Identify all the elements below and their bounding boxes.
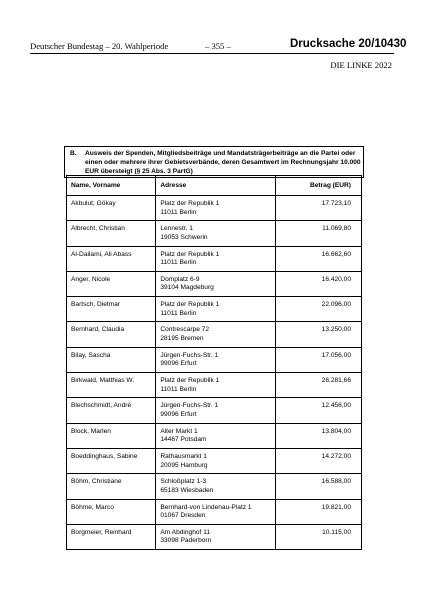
address-street: Bernhard-von Lindenau-Platz 1 xyxy=(160,503,252,511)
donor-name: Albrecht, Christian xyxy=(67,221,156,246)
donor-name: Anger, Nicole xyxy=(67,271,156,296)
donation-amount: 16.662,60 xyxy=(275,246,361,271)
donor-name: Borgmeier, Reinhard xyxy=(67,524,156,549)
donor-address xyxy=(156,474,275,499)
address-street: Platz der Republik 1 xyxy=(160,301,220,309)
donor-address xyxy=(156,423,275,448)
address-city: 65183 Wiesbaden xyxy=(160,486,214,494)
donor-name: Bernhard, Claudia xyxy=(67,322,156,347)
donor-address xyxy=(156,297,275,322)
address-street: Contrescarpe 72 xyxy=(160,326,210,334)
table-row xyxy=(67,297,362,322)
donor-name: Block, Marlen xyxy=(67,423,156,448)
donation-amount: 10.115,00 xyxy=(275,524,361,549)
donor-address xyxy=(156,398,275,423)
table-row xyxy=(67,322,362,347)
table-row xyxy=(67,373,362,398)
column-header-address: Adresse xyxy=(156,176,275,196)
address-street: Platz der Republik 1 xyxy=(160,250,220,258)
address-city: 11011 Berlin xyxy=(160,259,197,267)
donation-amount: 13.804,00 xyxy=(275,423,361,448)
address-city: 11011 Berlin xyxy=(160,208,197,216)
donation-amount: 22.096,00 xyxy=(275,297,361,322)
address-street: Schloßplatz 1-3 xyxy=(160,478,207,486)
donor-name: Al-Dailami, Ali Abass xyxy=(67,246,156,271)
address-city: 28195 Bremen xyxy=(160,335,204,343)
party-year-label: DIE LINKE 2022 xyxy=(330,60,392,70)
donation-amount: 17.723,10 xyxy=(275,196,361,221)
document-series: Deutscher Bundestag – 20. Wahlperiode xyxy=(30,41,169,51)
address-street: Jürgen-Fuchs-Str. 1 xyxy=(160,402,219,410)
donor-name: Akbulut, Gökay xyxy=(67,196,156,221)
donation-amount: 17.056,00 xyxy=(275,347,361,372)
donation-amount: 13.250,00 xyxy=(275,322,361,347)
address-street: Rathausmarkt 1 xyxy=(160,452,207,460)
donor-address xyxy=(156,499,275,524)
donor-address xyxy=(156,271,275,296)
address-street: Lennestr. 1 xyxy=(160,225,193,233)
section-heading-text: Ausweis der Spenden, Mitgliedsbeiträge und Mandatsträgerbeiträge an die Partei oder einen oder mehrere ihrer Gebietsverbände, deren Gesamtwert im Rechnungsjahr 10.000 EUR übersteigt (§ 25 Abs. 3 PartG) xyxy=(85,150,361,175)
table-row xyxy=(67,398,362,423)
donor-name: Bartsch, Dietmar xyxy=(67,297,156,322)
address-city: 11011 Berlin xyxy=(160,385,197,393)
address-city: 39104 Magdeburg xyxy=(160,284,214,292)
donor-address xyxy=(156,448,275,473)
section-heading-box xyxy=(64,146,364,178)
donation-amount: 12.456,00 xyxy=(275,398,361,423)
table-row xyxy=(67,524,362,549)
donor-address xyxy=(156,347,275,372)
table-row xyxy=(67,499,362,524)
address-street: Jürgen-Fuchs-Str. 1 xyxy=(160,351,219,359)
table-header-row xyxy=(67,176,362,196)
donation-amount: 11.069,80 xyxy=(275,221,361,246)
header-rule xyxy=(30,53,394,54)
donor-address xyxy=(156,322,275,347)
donation-amount: 26.281,66 xyxy=(275,373,361,398)
table-row xyxy=(67,474,362,499)
donor-address xyxy=(156,246,275,271)
donor-address xyxy=(156,196,275,221)
address-city: 01067 Dresden xyxy=(160,512,206,520)
donation-amount: 16.420,00 xyxy=(275,271,361,296)
address-city: 19053 Schwerin xyxy=(160,233,208,241)
address-street: Platz der Republik 1 xyxy=(160,377,220,385)
address-city: 20095 Hamburg xyxy=(160,461,208,469)
table-row xyxy=(67,347,362,372)
column-header-name: Name, Vorname xyxy=(67,176,156,196)
donor-name: Bilay, Sascha xyxy=(67,347,156,372)
table-row xyxy=(67,271,362,296)
address-street: Am Abdinghof 11 xyxy=(160,528,211,536)
address-city: 99096 Erfurt xyxy=(160,410,197,418)
address-city: 11011 Berlin xyxy=(160,309,197,317)
table-row xyxy=(67,246,362,271)
donor-name: Böhme, Marco xyxy=(67,499,156,524)
table-row xyxy=(67,423,362,448)
donation-amount: 19.821,00 xyxy=(275,499,361,524)
table-row xyxy=(67,221,362,246)
address-city: 14467 Potsdam xyxy=(160,436,207,444)
donor-address xyxy=(156,221,275,246)
address-city: 33098 Paderborn xyxy=(160,537,212,545)
table-row xyxy=(67,448,362,473)
donor-name: Boeddinghaus, Sabine xyxy=(67,448,156,473)
donor-address xyxy=(156,524,275,549)
donor-name: Birkwald, Matthias W. xyxy=(67,373,156,398)
page-number: – 355 – xyxy=(205,41,231,51)
donation-amount: 16.588,00 xyxy=(275,474,361,499)
donor-table xyxy=(66,175,362,550)
address-street: Alter Markt 1 xyxy=(160,427,198,435)
address-street: Domplatz 6-9 xyxy=(160,275,200,283)
column-header-amount: Betrag (EUR) xyxy=(275,176,361,196)
document-number: Drucksache 20/10430 xyxy=(290,38,407,50)
donor-name: Böhm, Christiane xyxy=(67,474,156,499)
address-city: 99096 Erfurt xyxy=(160,360,197,368)
donor-address xyxy=(156,373,275,398)
address-street: Platz der Republik 1 xyxy=(160,200,220,207)
donation-amount: 14.272,00 xyxy=(275,448,361,473)
donor-name: Blechschmidt, André xyxy=(67,398,156,423)
table-row xyxy=(67,196,362,221)
section-letter: B. xyxy=(70,150,77,157)
